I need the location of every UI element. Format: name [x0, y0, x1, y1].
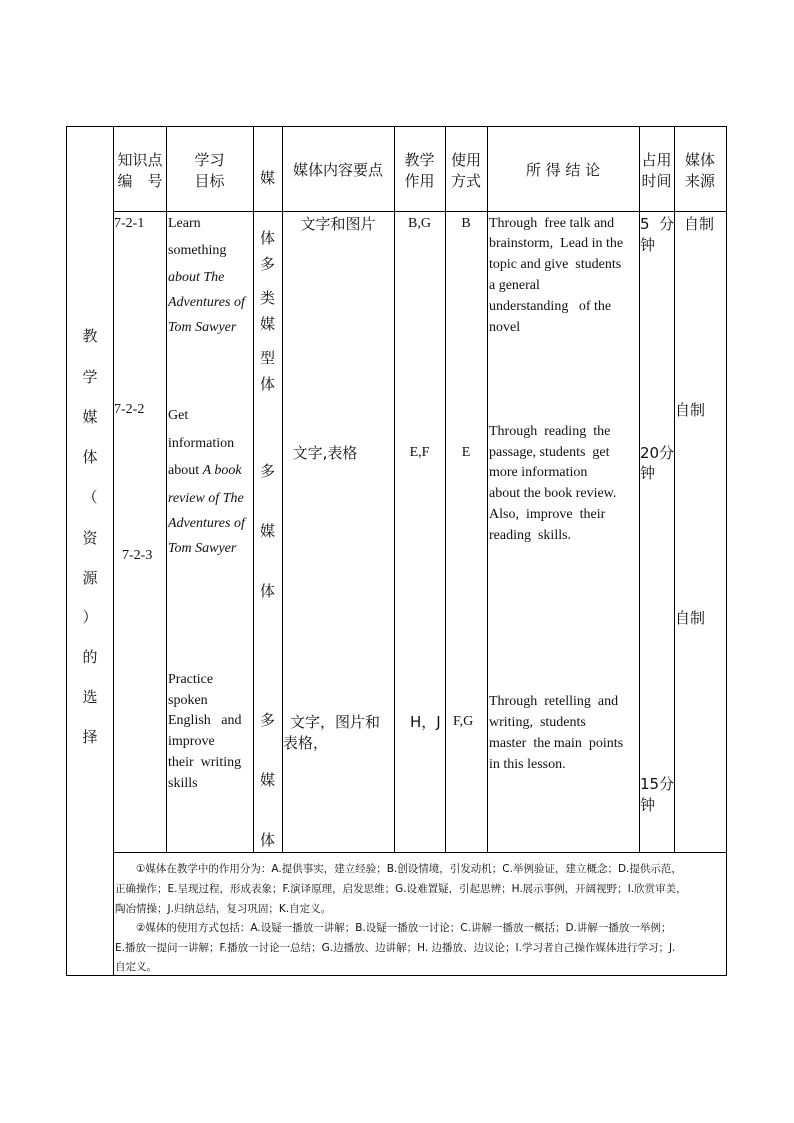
side-label-char: 体	[82, 448, 98, 466]
conclusion-line: Through retelling and	[489, 694, 619, 709]
media-type-char: 体	[259, 831, 275, 849]
row3-role: H，J	[410, 713, 441, 731]
side-label-char: 教	[82, 327, 98, 345]
header-code-line1: 知识点	[117, 151, 163, 169]
side-label-char: 选	[82, 688, 98, 706]
goal-line: skills	[168, 776, 198, 791]
conclusion-line: in this lesson.	[489, 757, 566, 772]
row1-role: B,G	[408, 216, 431, 231]
header-media-type-char: 体	[259, 229, 275, 247]
header-source-line1: 媒体	[684, 151, 715, 169]
side-label-char: 学	[82, 368, 98, 386]
header-source-line2: 来源	[684, 172, 715, 190]
conclusion-line: Also, improve their	[489, 507, 606, 522]
conclusion-line: writing, students	[489, 715, 586, 730]
row1-time-line1: 5 分	[640, 215, 675, 233]
header-content: 媒体内容要点	[292, 161, 383, 179]
media-type-char: 多	[259, 255, 275, 273]
goal-line: Adventures of	[168, 295, 245, 310]
header-time-line1: 占用	[641, 151, 672, 169]
goal-line: Learn	[168, 216, 201, 231]
media-type-char: 体	[259, 582, 275, 600]
column-divider	[445, 126, 446, 853]
media-type-char: 体	[259, 375, 275, 393]
header-conclusion: 所 得 结 论	[525, 161, 601, 179]
goal-line: about The	[168, 270, 225, 285]
media-type-char: 媒	[259, 522, 275, 540]
conclusion-line: brainstorm, Lead in the	[489, 236, 624, 251]
header-role-line1: 教学	[404, 151, 435, 169]
side-label-char: （	[82, 488, 98, 506]
header-time-line2: 时间	[641, 172, 672, 190]
row2-time-line2: 钟	[640, 464, 656, 482]
media-type-char: 多	[259, 711, 275, 729]
row2-content: 文字,表格	[292, 444, 358, 462]
note-line: 陶冶情操；J.归纳总结，复习巩固；K.自定义。	[115, 903, 332, 915]
conclusion-line: more information	[489, 465, 588, 480]
header-goal-line1: 学习	[194, 151, 225, 169]
side-label-char: 择	[82, 728, 98, 746]
conclusion-line: understanding of the	[489, 299, 612, 314]
row3-content-line1: 文字，图片和	[290, 713, 381, 731]
row2-time-line1: 20分	[640, 444, 675, 462]
side-label-char: 的	[82, 648, 98, 666]
conclusion-line: master the main points	[489, 736, 624, 751]
row1-use: B	[461, 216, 471, 231]
header-use-line1: 使用	[450, 151, 481, 169]
conclusion-line: topic and give students	[489, 257, 622, 272]
row2-source: 自制	[675, 401, 706, 419]
goal-line: Practice	[168, 672, 214, 687]
row2-code: 7-2-2	[114, 402, 145, 417]
row1-code: 7-2-1	[114, 216, 145, 231]
header-media-type-char: 媒	[259, 169, 275, 187]
conclusion-line: Through free talk and	[489, 216, 615, 231]
row3-media-type	[253, 670, 282, 890]
notes-row-divider	[113, 852, 727, 853]
conclusion-line: a general	[489, 278, 540, 293]
row3-use: F,G	[453, 714, 474, 729]
column-divider	[674, 126, 675, 853]
row1-content: 文字和图片	[300, 215, 376, 233]
row2-media-type	[253, 421, 282, 641]
goal-line: review of The	[168, 491, 244, 506]
row3-time-line1: 15分	[640, 775, 675, 793]
row3-content-line2: 表格，	[283, 734, 329, 752]
goal-line: about A book	[168, 463, 242, 478]
note-line: ①媒体在教学中的作用分为：A.提供事实，建立经验；B.创设情境，引发动机；C.举例验证，建立概念；D.提供示范，	[115, 863, 682, 875]
note-line: 正确操作；E.呈现过程，形成表象；F.演译原理，启发思维；G.设难置疑，引起思辨；H.展示事例，开阔视野；I.欣赏审美，	[115, 883, 687, 895]
column-divider	[487, 126, 488, 853]
header-role-line2: 作用	[404, 172, 435, 190]
note-line: ②媒体的使用方式包括：A.设疑一播放一讲解；B.设疑一播放一讨论；C.讲解一播放一概括；D.讲解一播放一举例；	[115, 922, 672, 934]
column-divider	[113, 126, 114, 976]
conclusion-line: reading skills.	[489, 528, 572, 543]
header-use-line2: 方式	[450, 172, 481, 190]
goal-line: Tom Sawyer	[168, 320, 237, 335]
side-label-char: 源	[82, 569, 98, 587]
goal-line: Tom Sawyer	[168, 541, 237, 556]
conclusion-line: about the book review.	[489, 486, 617, 501]
note-line: E.播放一提问一讲解；F.播放一讨论一总结；G.边播放、边讲解；H. 边播放、边议论；I.学习者自己操作媒体进行学习；J.	[115, 942, 676, 954]
book-title-italic: A book	[202, 463, 242, 478]
row1-time-line2: 钟	[640, 236, 656, 254]
row2-use: E	[461, 445, 471, 460]
row1-media-type	[253, 214, 282, 434]
header-media-type-char: 型	[259, 349, 275, 367]
side-label-char: 媒	[82, 408, 98, 426]
goal-line: English and	[168, 713, 242, 728]
conclusion-line: novel	[489, 320, 521, 335]
row1-source: 自制	[684, 215, 715, 233]
goal-line: something	[168, 243, 227, 258]
table-border-left	[66, 126, 67, 976]
book-title-italic: The	[203, 270, 225, 285]
column-divider	[166, 126, 167, 853]
goal-line: improve	[168, 734, 215, 749]
table-border-bottom	[66, 975, 727, 976]
row3-time-line2: 钟	[640, 796, 656, 814]
goal-line: spoken	[168, 693, 208, 708]
side-label-char: ）	[82, 608, 98, 626]
table-border-right	[726, 126, 727, 976]
column-divider	[394, 126, 395, 853]
header-media-type-char: 类	[259, 289, 275, 307]
goal-line: their writing	[168, 755, 242, 770]
note-line: 自定义。	[115, 961, 157, 973]
row3-source: 自制	[675, 609, 706, 627]
goal-line: Adventures of	[168, 516, 245, 531]
header-goal-line2: 目标	[194, 172, 225, 190]
row2-role: E,F	[409, 445, 430, 460]
row3-code: 7-2-3	[122, 548, 153, 563]
goal-line: Get	[168, 408, 189, 423]
header-code-line2: 编 号	[117, 172, 163, 190]
conclusion-line: passage, students get	[489, 445, 610, 460]
side-label-char: 资	[82, 529, 98, 547]
media-type-char: 多	[259, 462, 275, 480]
header-row-divider	[113, 211, 727, 212]
goal-line: information	[168, 436, 235, 451]
conclusion-line: Through reading the	[489, 424, 611, 439]
media-type-char: 媒	[259, 315, 275, 333]
media-type-char: 媒	[259, 771, 275, 789]
